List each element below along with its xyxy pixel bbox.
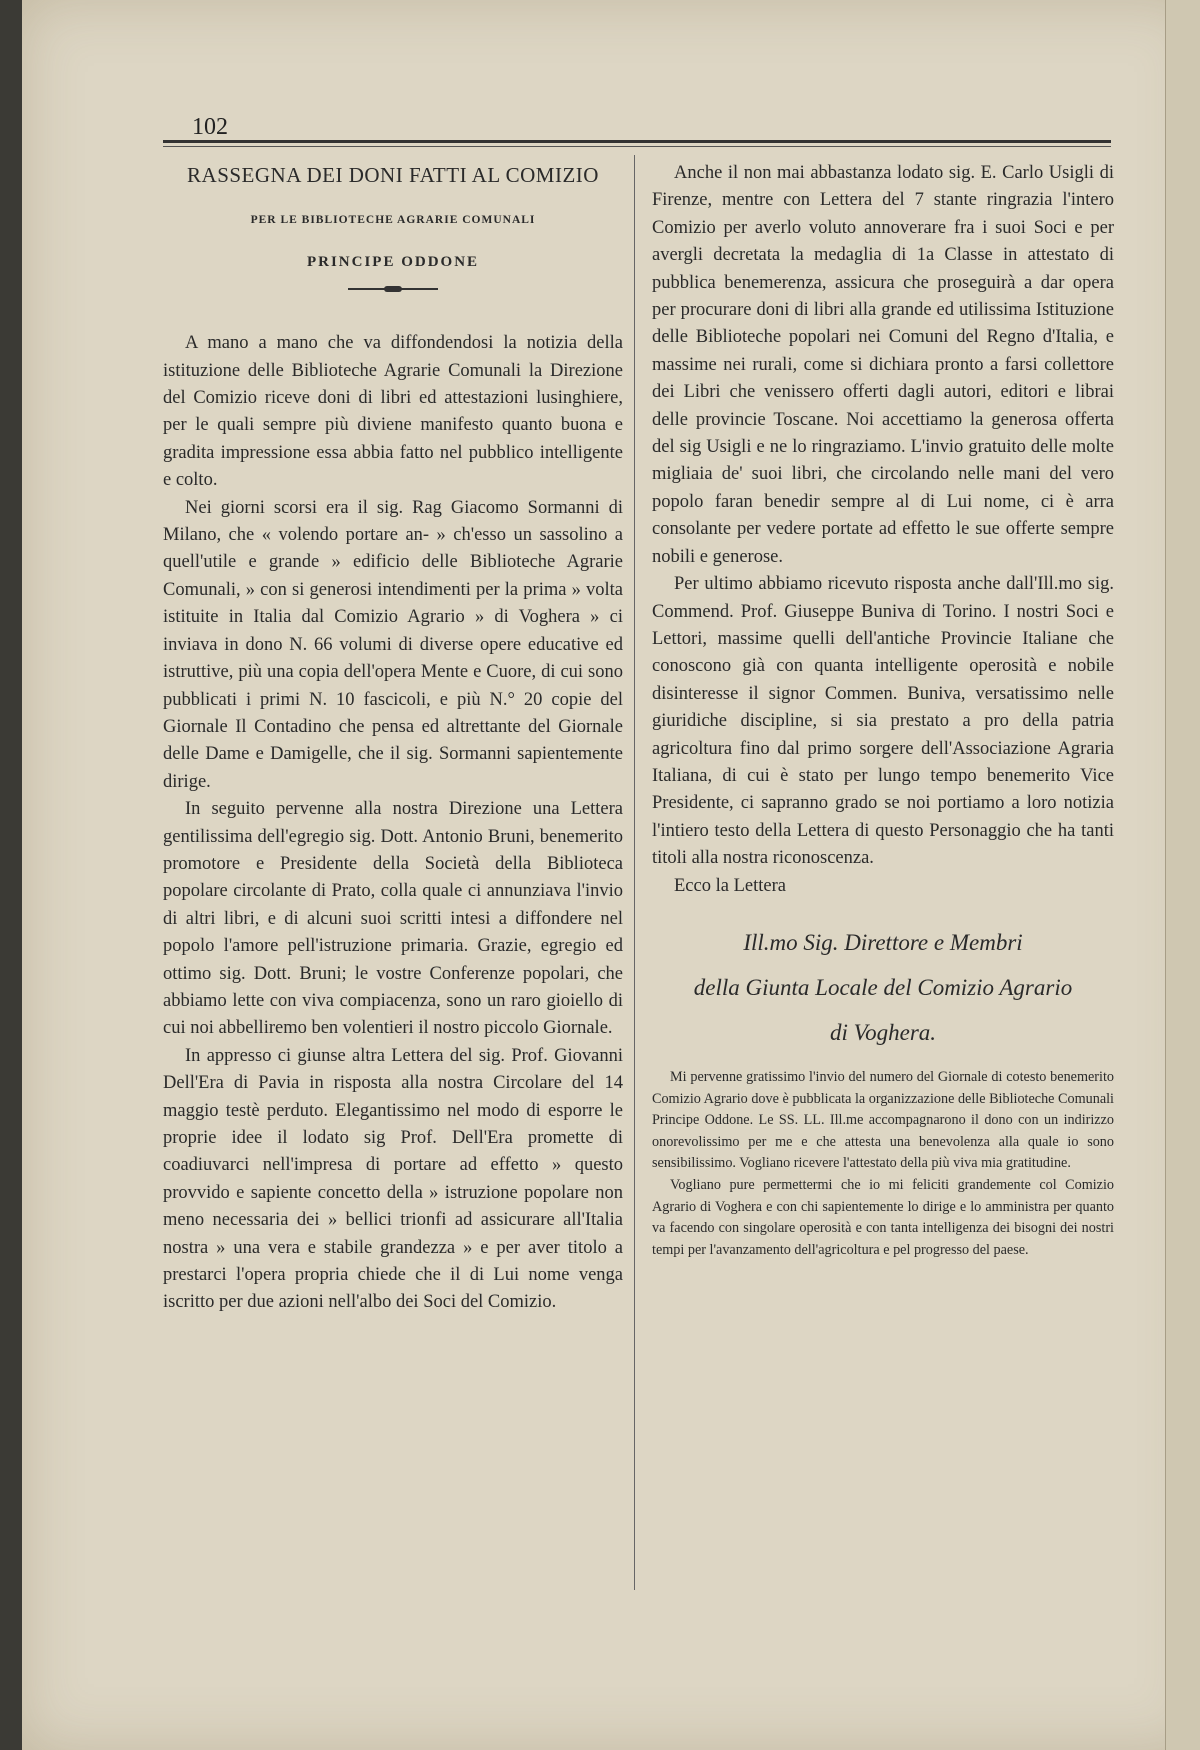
header-rule-thin xyxy=(163,146,1111,147)
letter-paragraph: Mi pervenne gratissimo l'invio del numero del Giornale di cotesto benemerito Comizio Agrario dove è pubblicata la organizzazione delle Biblioteche Comunali Principe Oddone. Le SS. LL. Ill.me accompagnarono il dono con un indirizzo onorevolissimo per me e che attesta una benevolenza alla quale io sono sensibilissimo. Vogliano ricevere l'attestato della più viva mia gratitudine. xyxy=(652,1068,1114,1172)
column-divider xyxy=(634,155,635,1590)
ornament-divider xyxy=(348,288,438,290)
address-line: della Giunta Locale del Comizio Agrario xyxy=(693,974,1073,1000)
right-column xyxy=(652,160,1114,1261)
article-title: RASSEGNA DEI DONI FATTI AL COMIZIO xyxy=(187,163,599,187)
article-subtitle: PER LE BIBLIOTECHE AGRARIE COMUNALI xyxy=(250,214,536,227)
address-line: Ill.mo Sig. Direttore e Membri xyxy=(743,929,1023,955)
paragraph: Nei giorni scorsi era il sig. Rag Giacomo Sormanni di Milano, che « volendo portare an- » ch'esso un sassolino a quell'utile e grande » edificio delle Biblioteche Agrarie Comunali, » con si generosi intendimenti per la prima » volta istituite in Italia dal Comizio Agrario » di Voghera » ci inviava in dono N. 66 volumi di diverse opere educative ed istruttive, più una copia dell'opera Mente e Cuore, di cui sono pubblicati i primi N. 10 fascicoli, e più N.° 20 copie del Giornale Il Contadino che pensa ed altrettante del Giornale delle Dame e Damigelle, che il sig. Sormanni sapientemente dirige. xyxy=(163,497,623,792)
next-page-edge xyxy=(1165,0,1200,1750)
paragraph: Ecco la Lettera xyxy=(674,875,786,896)
page-number: 102 xyxy=(192,114,228,140)
letter-body xyxy=(652,1067,1114,1261)
letter-address xyxy=(652,920,1114,1055)
header-rule xyxy=(163,140,1111,143)
paragraph: Anche il non mai abbastanza lodato sig. E. Carlo Usigli di Firenze, mentre con Lettera del 7 stante ringrazia l'intero Comizio per averlo voluto annoverare fra i suoi Soci e per avergli decretata la medaglia di 1a Classe in attestato di pubblica benemerenza, assicura che proseguirà a dar opera per procurare doni di libri alla grande ed utilissima Istituzione delle Biblioteche popolari nei Comuni del Regno d'Italia, e massime nei rurali, come si dichiara pronto a farsi collettore dei Libri che venissero offerti dagli autori, editori e librai delle provincie Toscane. Noi accettiamo la generosa offerta del sig Usigli e ne lo ringraziamo. L'invio gratuito delle molte migliaia de' suoi libri, che circolando nelle mani del vero popolo faran benedir sempre al di Lui nome, ci è arra consolante per vedere portate ad effetto le sue offerte sempre nobili e generose. xyxy=(652,163,1114,567)
left-column xyxy=(163,160,623,1317)
article-subtitle-2: PRINCIPE ODDONE xyxy=(306,253,480,270)
address-line: di Voghera. xyxy=(829,1019,937,1045)
paragraph: In seguito pervenne alla nostra Direzione una Lettera gentilissima dell'egregio sig. Dott. Antonio Bruni, benemerito promotore e Presidente della Società della Biblioteca popolare circolante di Prato, colla quale ci annunziava l'invio di altri libri, e di alcuni suoi scritti intesi a diffondere nel popolo l'amore pell'istruzione primaria. Grazie, egregio ed ottimo sig. Dott. Bruni; le vostre Conferenze popolari, che abbiamo lette con viva compiacenza, sono un raro gioiello di cui noi abbelliremo ben volentieri il nostro piccolo Giornale. xyxy=(163,799,623,1039)
paragraph: A mano a mano che va diffondendosi la notizia della istituzione delle Biblioteche Agrarie Comunali la Direzione del Comizio riceve doni di libri ed attestazioni lusinghiere, per le quali sempre più diviene manifesto quanto buona e gradita impressione essa abbia fatto nel pubblico intelligente e colto. xyxy=(163,333,623,491)
paragraph: In appresso ci giunse altra Lettera del sig. Prof. Giovanni Dell'Era di Pavia in risposta alla nostra Circolare del 14 maggio testè perduto. Elegantissimo nel modo di esporre le proprie idee il lodato sig Prof. Dell'Era promette di coadiuvarci nell'impresa di portare ad effetto » questo provvido e sapiente concetto della » istruzione popolare non meno necessaria dei » bellici trionfi ad assicurare all'Italia nostra » una vera e stabile grandezza » e per aver titolo a prestarci l'opera propria chiede che il di Lui nome venga iscritto per due azioni nell'albo dei Soci del Comizio. xyxy=(163,1045,623,1313)
paragraph: Per ultimo abbiamo ricevuto risposta anche dall'Ill.mo sig. Commend. Prof. Giuseppe Buniva di Torino. I nostri Soci e Lettori, massime quelli dell'antiche Provincie Italiane che conoscono già con quanta intelligente operosità e nobile disinteresse il signor Commen. Buniva, versatissimo nelle giuridiche discipline, si sia prestato a pro della patria agricoltura fino dal primo sorgere dell'Associazione Agraria Italiana, di cui è stato per lungo tempo benemerito Vice Presidente, ci sapranno grado se noi portiamo a loro notizia l'intiero testo della Lettera di questo Personaggio che ha tanti titoli alla nostra riconoscenza. xyxy=(652,574,1114,869)
letter-paragraph: Vogliano pure permettermi che io mi feliciti grandemente col Comizio Agrario di Voghera e con chi sapientemente lo dirige e lo amministra per quanto va facendo con singolare operosità e con tanta intelligenza dei bisogni dei nostri tempi per l'avanzamento dell'agricoltura e pel progresso del paese. xyxy=(652,1176,1114,1258)
